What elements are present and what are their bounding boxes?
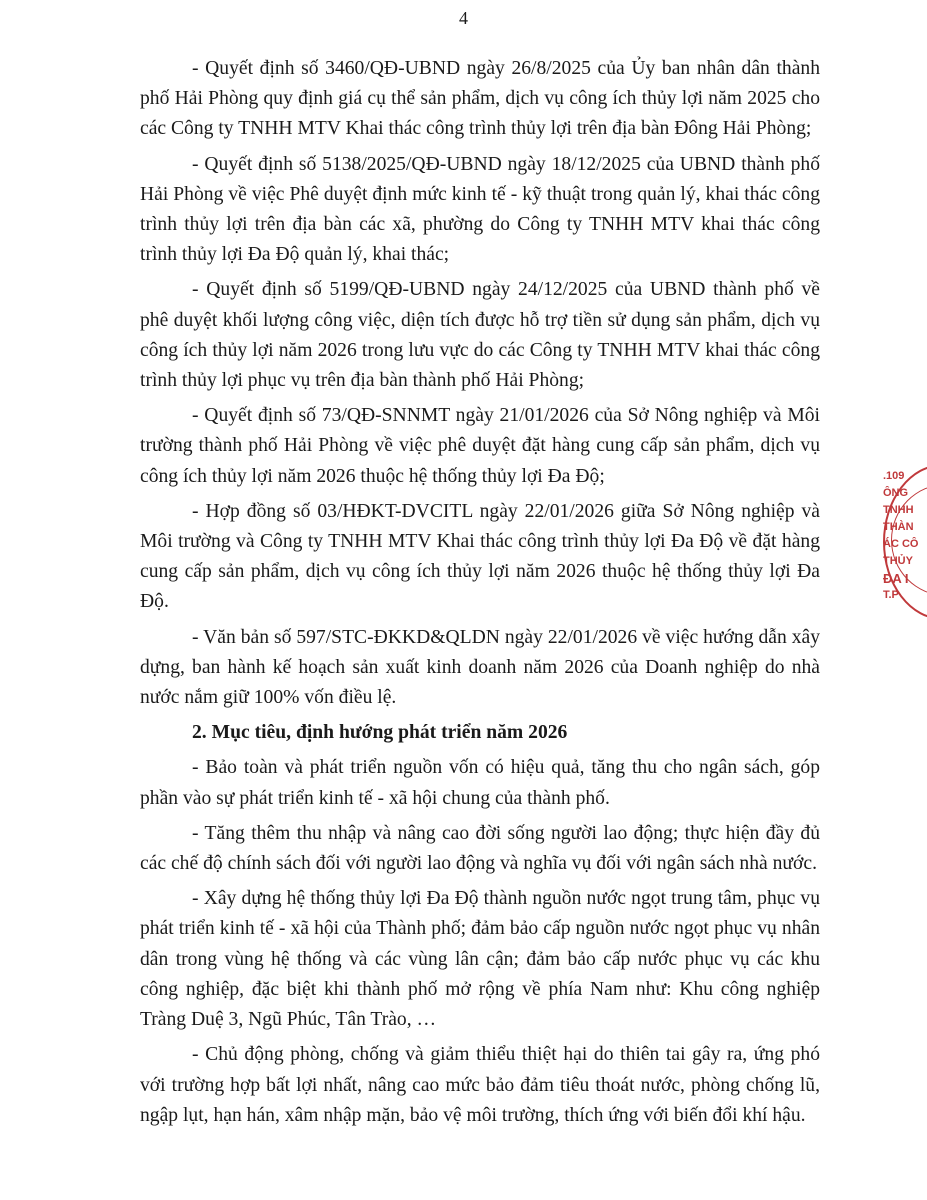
- paragraph: - Chủ động phòng, chống và giảm thiểu thiệt hại do thiên tai gây ra, ứng phó với trường hợp bất lợi nhất, nâng cao mức bảo đảm tiêu thoát nước, phòng chống lũ, ngập lụt, hạn hán, xâm nhập mặn, bảo vệ môi trường, thích ứng với biến đổi khí hậu.: [140, 1044, 820, 1126]
- seal-text-line: TNHH: [883, 504, 914, 516]
- paragraph: - Văn bản số 597/STC-ĐKKD&QLDN ngày 22/01/2026 về việc hướng dẫn xây dựng, ban hành kế hoạch sản xuất kinh doanh năm 2026 của Doanh nghiệp do nhà nước nắm giữ 100% vốn điều lệ.: [140, 626, 820, 709]
- seal-text-line: .109: [883, 470, 905, 482]
- seal-text-line: T.P: [883, 589, 899, 601]
- seal-text-line: ÁC CÔ: [883, 538, 919, 550]
- section-heading: 2. Mục tiêu, định hướng phát triển năm 2026: [192, 722, 568, 744]
- paragraph: - Bảo toàn và phát triển nguồn vốn có hiệu quả, tăng thu cho ngân sách, góp phần vào sự phát triển kinh tế - xã hội chung của thành phố.: [140, 757, 820, 809]
- paragraph: - Hợp đồng số 03/HĐKT-DVCITL ngày 22/01/2026 giữa Sở Nông nghiệp và Môi trường và Công ty TNHH MTV Khai thác công trình thủy lợi Đa Độ về đặt hàng cung cấp sản phẩm, dịch vụ công ích thủy lợi năm 2026 thuộc hệ thống thủy lợi Đa Độ.: [140, 500, 820, 613]
- seal-text-line: THÀN: [883, 521, 914, 533]
- paragraph: - Quyết định số 73/QĐ-SNNMT ngày 21/01/2026 của Sở Nông nghiệp và Môi trường thành phố Hải Phòng về việc phê duyệt đặt hàng cung cấp sản phẩm, dịch vụ công ích thủy lợi năm 2026 thuộc hệ thống thủy lợi Đa Độ;: [140, 405, 820, 487]
- seal-text: [883, 468, 918, 604]
- paragraph: - Quyết định số 5199/QĐ-UBND ngày 24/12/2025 của UBND thành phố về phê duyệt khối lượng công việc, diện tích được hỗ trợ tiền sử dụng sản phẩm, dịch vụ công ích thủy lợi năm 2026 trong lưu vực do các Công ty TNHH MTV khai thác công trình thủy lợi phục vụ trên địa bàn thành phố Hải Phòng;: [140, 279, 820, 392]
- page-number: 4: [459, 8, 468, 28]
- seal-text-line: ÔNG: [883, 487, 909, 499]
- paragraph: - Quyết định số 5138/2025/QĐ-UBND ngày 18/12/2025 của UBND thành phố Hải Phòng về việc Phê duyệt định mức kinh tế - kỹ thuật trong quản lý, khai thác công trình thủy lợi trên địa bàn các xã, phường do Công ty TNHH MTV khai thác công trình thủy lợi Đa Độ quản lý, khai thác;: [140, 153, 820, 266]
- red-seal-stamp: [877, 462, 927, 622]
- paragraph: - Xây dựng hệ thống thủy lợi Đa Độ thành nguồn nước ngọt trung tâm, phục vụ phát triển kinh tế - xã hội của Thành phố; đảm bảo cấp nguồn nước ngọt phục vụ nhân dân trong vùng hệ thống và các vùng lân cận; đảm bảo cấp nước phục vụ các khu công nghiệp, đặc biệt khi thành phố mở rộng về phía Nam như: Khu công nghiệp Tràng Duệ 3, Ngũ Phúc, Tân Trào, …: [140, 888, 820, 1031]
- seal-text-line: ĐA I: [883, 571, 909, 586]
- paragraph: - Quyết định số 3460/QĐ-UBND ngày 26/8/2025 của Ủy ban nhân dân thành phố Hải Phòng quy định giá cụ thể sản phẩm, dịch vụ công ích thủy lợi năm 2025 cho các Công ty TNHH MTV Khai thác công trình thủy lợi trên địa bàn Đông Hải Phòng;: [140, 58, 820, 140]
- document-body: [140, 54, 820, 1136]
- paragraph: - Tăng thêm thu nhập và nâng cao đời sống người lao động; thực hiện đầy đủ các chế độ chính sách đối với người lao động và nghĩa vụ đối với ngân sách nhà nước.: [140, 822, 820, 875]
- seal-text-line: THỦY: [883, 555, 913, 567]
